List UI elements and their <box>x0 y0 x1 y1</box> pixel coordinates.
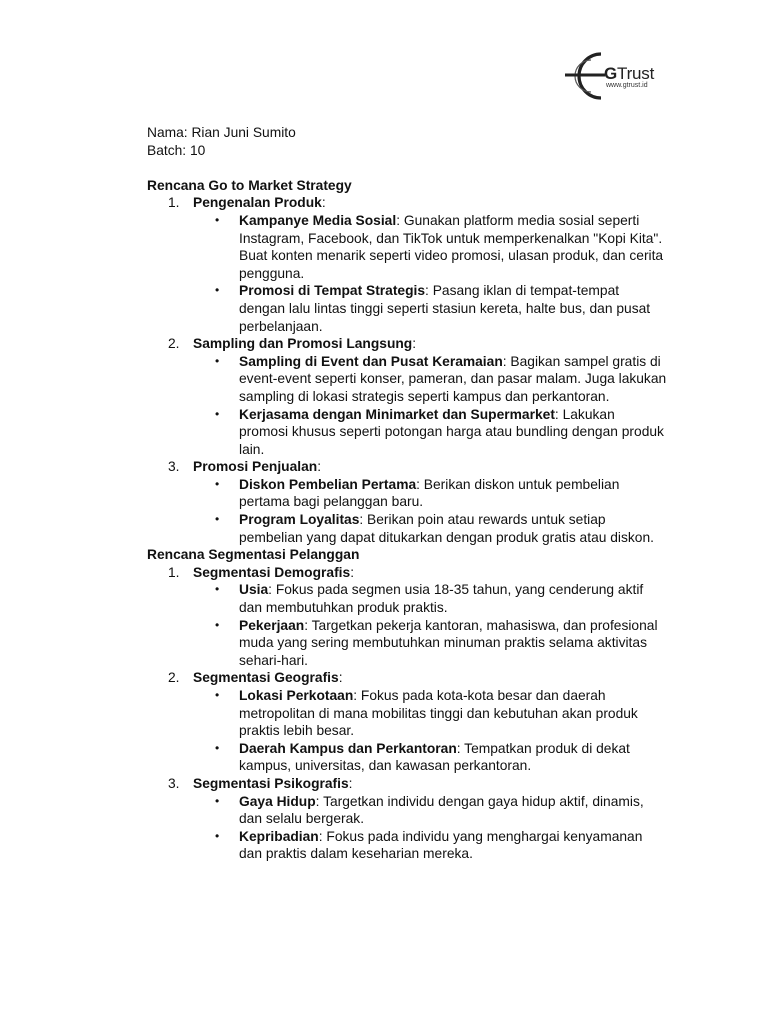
bullet-dot-icon: • <box>215 688 220 702</box>
list-item <box>147 564 667 670</box>
bullet-list <box>193 687 667 775</box>
bullet-list <box>193 353 667 459</box>
bullet-title: Kerjasama dengan Minimarket dan Supermarket <box>239 406 555 422</box>
bullet-item <box>193 353 667 406</box>
item-title: Promosi Penjualan <box>193 459 318 475</box>
list-number: 3. <box>168 775 180 791</box>
bullet-text: : Targetkan individu dengan gaya hidup aktif, dinamis, dan selalu bergerak. <box>239 793 644 827</box>
item-suffix: : <box>350 564 355 580</box>
bullet-dot-icon: • <box>215 476 220 491</box>
bullet-title: Usia <box>239 582 269 598</box>
bullet-title: Kampanye Media Sosial <box>239 212 397 228</box>
bullet-title: Lokasi Perkotaan <box>239 688 354 703</box>
bullet-dot-icon: • <box>215 617 220 632</box>
sections <box>147 177 667 863</box>
item-title: Sampling dan Promosi Langsung <box>193 336 413 352</box>
spacer <box>147 159 667 177</box>
bullet-title: Sampling di Event dan Pusat Keramaian <box>239 353 503 369</box>
list-number: 1. <box>168 195 180 211</box>
item-title: Segmentasi Psikografis <box>193 775 349 791</box>
bullet-item <box>193 406 667 459</box>
name-line: Nama: Rian Juni Sumito <box>147 125 296 140</box>
bullet-text: : Berikan diskon untuk pembelian pertama bagi pelanggan baru. <box>239 476 620 510</box>
list-item <box>147 669 667 775</box>
batch-line: Batch: 10 <box>147 142 206 158</box>
bullet-dot-icon: • <box>215 406 220 421</box>
bullet-title: Kepribadian <box>239 828 319 844</box>
bullet-dot-icon: • <box>215 283 220 298</box>
bullet-text: : Lakukan promosi khusus seperti potongan harga atau bundling dengan produk lain. <box>239 406 664 457</box>
item-title: Pengenalan Produk <box>193 195 322 211</box>
item-title: Segmentasi Demografis <box>193 564 351 580</box>
numbered-list <box>147 564 667 863</box>
bullet-item <box>193 687 667 740</box>
bullet-text: : Targetkan pekerja kantoran, mahasiswa, dan profesional muda yang sering membutuhkan minuman praktis selama aktivitas sehari-hari. <box>239 617 658 668</box>
bullet-title: Gaya Hidup <box>239 793 316 809</box>
bullet-text: : Fokus pada individu yang menghargai kenyamanan dan praktis dalam keseharian mereka. <box>239 828 643 862</box>
bullet-item <box>193 828 667 863</box>
bullet-dot-icon: • <box>215 582 220 597</box>
logo-brand: GTrust <box>604 64 655 83</box>
bullet-dot-icon: • <box>215 353 220 368</box>
bullet-dot-icon: • <box>215 512 220 527</box>
logo-url: www.gtrust.id <box>606 82 648 89</box>
bullet-list <box>193 476 667 546</box>
bullet-title: Daerah Kampus dan Perkantoran <box>239 740 457 756</box>
bullet-list <box>193 212 667 335</box>
section-title: Rencana Go to Market Strategy <box>147 177 352 193</box>
bullet-item <box>193 617 667 670</box>
bullet-dot-icon: • <box>215 212 220 227</box>
section-title: Rencana Segmentasi Pelanggan <box>147 547 360 563</box>
bullet-text: : Pasang iklan di tempat-tempat dengan lalu lintas tinggi seperti stasiun kereta, halte bus, dan pusat perbelanjaan. <box>239 283 651 334</box>
bullet-list <box>193 793 667 863</box>
bullet-title: Promosi di Tempat Strategis <box>239 283 426 299</box>
bullet-title: Pekerjaan <box>239 617 305 633</box>
bullet-text: : Fokus pada kota-kota besar dan daerah metropolitan di mana mobilitas tinggi dan kebutuhan akan produk praktis lebih besar. <box>239 688 638 739</box>
bullet-text: : Berikan poin atau rewards untuk setiap pembelian yang dapat ditukarkan dengan produk gratis atau diskon. <box>239 512 654 545</box>
list-number: 1. <box>168 564 180 580</box>
list-number: 3. <box>168 459 180 475</box>
list-item <box>147 775 667 863</box>
item-suffix: : <box>412 336 417 352</box>
bullet-item <box>193 212 667 282</box>
bullet-text: : Tempatkan produk di dekat kampus, universitas, dan kawasan perkantoran. <box>239 740 630 774</box>
document-body <box>147 124 667 863</box>
bullet-item <box>193 282 667 335</box>
bullet-text: : Fokus pada segmen usia 18-35 tahun, yang cenderung aktif dan membutuhkan produk praktis. <box>239 582 644 616</box>
bullet-dot-icon: • <box>215 793 220 808</box>
bullet-item <box>193 581 667 616</box>
list-item <box>147 194 667 335</box>
list-number: 2. <box>168 670 180 686</box>
list-item <box>147 458 667 546</box>
numbered-list <box>147 194 667 546</box>
list-number: 2. <box>168 336 180 352</box>
bullet-item <box>193 511 667 546</box>
item-suffix: : <box>321 195 326 211</box>
bullet-title: Program Loyalitas <box>239 512 360 528</box>
bullet-item <box>193 793 667 828</box>
bullet-title: Diskon Pembelian Pertama <box>239 476 417 492</box>
bullet-list <box>193 581 667 669</box>
item-suffix: : <box>338 670 343 686</box>
bullet-item <box>193 740 667 775</box>
bullet-item <box>193 476 667 511</box>
item-suffix: : <box>317 459 322 475</box>
item-title: Segmentasi Geografis <box>193 670 339 686</box>
bullet-dot-icon: • <box>215 740 220 755</box>
item-suffix: : <box>348 775 353 791</box>
bullet-text: : Gunakan platform media sosial seperti Instagram, Facebook, dan TikTok untuk memperkenalkan "Kopi Kita". Buat konten menarik seperti video promosi, ulasan produk, dan cerita pengguna. <box>239 212 664 281</box>
list-item <box>147 335 667 458</box>
bullet-dot-icon: • <box>215 828 220 843</box>
bullet-text: : Bagikan sampel gratis di event-event seperti konser, pameran, dan pasar malam. Juga lakukan sampling di lokasi strategis seperti kampus dan perkantoran. <box>239 353 667 404</box>
